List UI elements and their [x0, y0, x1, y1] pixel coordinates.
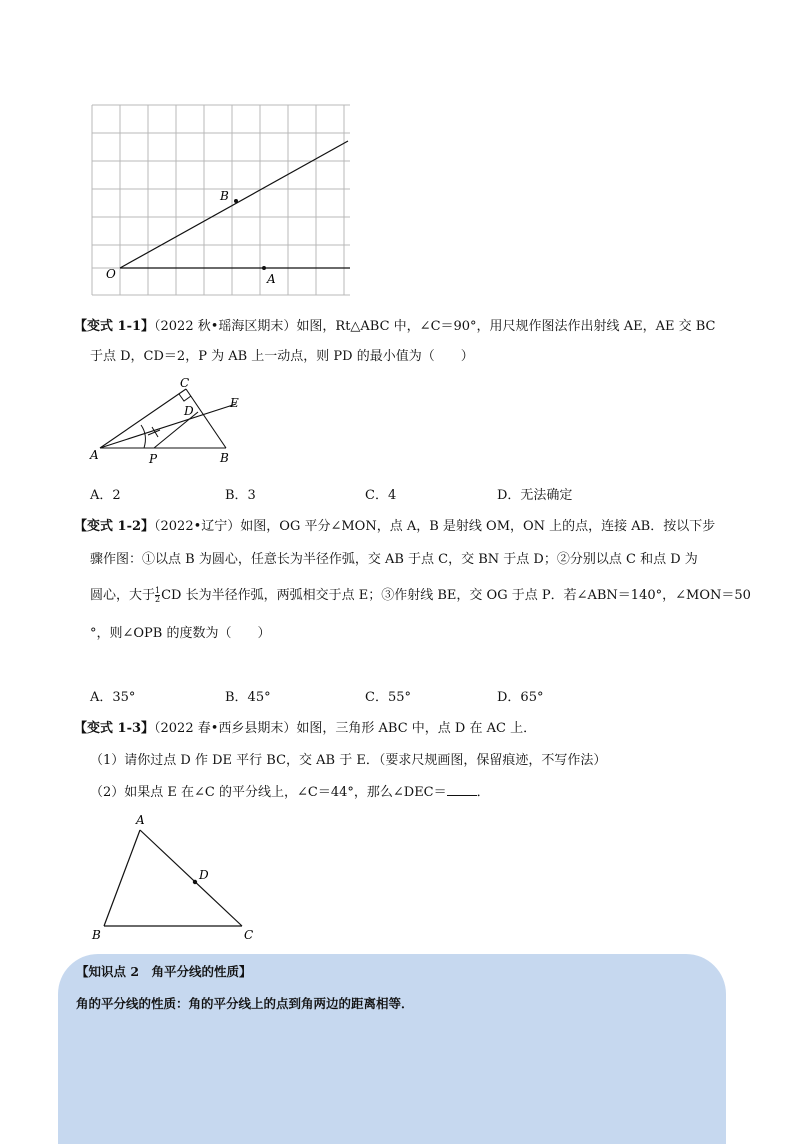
knowledge-body: 角的平分线的性质：角的平分线上的点到角两边的距离相等． — [76, 996, 414, 1011]
q2-line1 — [74, 515, 715, 534]
fraction-half — [155, 587, 160, 604]
q2-option-d: D．65° — [497, 690, 544, 705]
q2-line2: 骤作图：①以点 B 为圆心，任意长为半径作弧，交 AB 于点 C，交 BN 于点 D；②分别以点 C 和点 D 为 — [90, 552, 698, 567]
q3-tag: 【变式 1-3】 — [74, 721, 155, 736]
q3-part2-end: ． — [476, 785, 490, 800]
q2-line3 — [90, 584, 751, 604]
knowledge-box — [58, 954, 726, 1144]
label-o: O — [106, 267, 116, 281]
q1-text1: 如图，Rt△ABC 中，∠C＝90°，用尺规作图法作出射线 AE，AE 交 BC — [296, 319, 716, 334]
q2-text1: 如图，OG 平分∠MON，点 A，B 是射线 OM，ON 上的点，连接 AB．按以下步 — [240, 519, 716, 534]
label-e: E — [230, 396, 239, 410]
q2-line4: °，则∠OPB 的度数为（ ） — [90, 626, 271, 641]
q2-text3a: 圆心，大于 — [90, 588, 156, 603]
q2-option-b: B．45° — [225, 690, 271, 705]
point-a — [262, 266, 266, 270]
q1-line2: 于点 D，CD＝2，P 为 AB 上一动点，则 PD 的最小值为（ ） — [90, 349, 474, 364]
q2-text3b: CD 长为半径作弧，两弧相交于点 E；③作射线 BE，交 OG 于点 P．若∠ABN＝140°，∠MON＝50 — [161, 588, 751, 603]
q1-tag: 【变式 1-1】 — [74, 319, 155, 334]
label-d: D — [184, 404, 194, 418]
q1-option-d: D．无法确定 — [497, 488, 573, 503]
frac-num: 1 — [155, 586, 161, 595]
q3-part1: （1）请你过点 D 作 DE 平行 BC，交 AB 于 E．（要求尺规画图，保留痕迹，不写作法） — [90, 753, 607, 768]
frac-den: 2 — [155, 595, 161, 604]
label-c: C — [244, 928, 254, 942]
label-b: B — [220, 451, 229, 465]
triangle-figure-1 — [86, 375, 256, 467]
triangle-figure-2 — [88, 812, 268, 944]
label-a: A — [90, 448, 99, 462]
knowledge-title: 【知识点 2 角平分线的性质】 — [76, 964, 252, 979]
label-a: A — [136, 813, 145, 827]
ray-ob — [120, 141, 348, 268]
label-p: P — [149, 452, 158, 466]
q3-text1: 如图，三角形 ABC 中，点 D 在 AC 上． — [296, 721, 537, 736]
q2-option-a: A．35° — [90, 690, 136, 705]
q3-line1 — [74, 717, 536, 736]
q2-source: （2022•辽宁） — [154, 519, 241, 534]
q3-source: （2022 春•西乡县期末） — [154, 721, 297, 736]
q3-part2 — [90, 781, 490, 800]
q1-source: （2022 秋•瑶海区期末） — [154, 319, 297, 334]
point-b — [234, 199, 238, 203]
label-d: D — [199, 868, 209, 882]
q2-tag: 【变式 1-2】 — [74, 519, 155, 534]
q1-option-b: B．3 — [225, 488, 256, 503]
q3-part2-text: （2）如果点 E 在∠C 的平分线上，∠C＝44°，那么∠DEC＝ — [90, 785, 447, 800]
q2-option-c: C．55° — [365, 690, 411, 705]
label-c: C — [180, 376, 190, 390]
answer-blank[interactable] — [447, 795, 477, 796]
point-d — [193, 880, 197, 884]
q1-option-a: A．2 — [90, 488, 121, 503]
grid-figure — [88, 100, 358, 300]
label-b: B — [220, 189, 229, 203]
label-b: B — [92, 928, 101, 942]
label-a: A — [267, 272, 276, 286]
q1-option-c: C．4 — [365, 488, 397, 503]
q1-line1 — [74, 315, 715, 334]
